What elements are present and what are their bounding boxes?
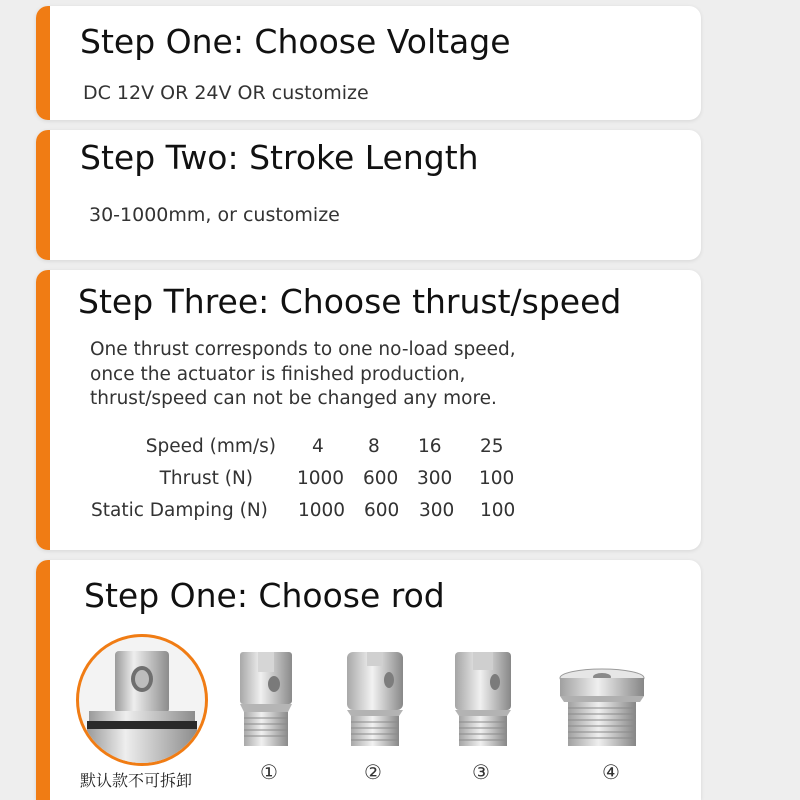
rod-end-slotted-icon — [451, 650, 515, 750]
rod-option-1[interactable] — [236, 648, 300, 754]
cell: 100 — [479, 468, 515, 489]
cell: 16 — [418, 436, 442, 457]
rod-option-4[interactable] — [556, 668, 648, 754]
rod-option-4-label: ④ — [602, 760, 620, 784]
step-card-rod — [36, 560, 701, 800]
thrust-note — [90, 338, 516, 412]
cell: 1000 — [298, 500, 346, 521]
voltage-options: DC 12V OR 24V OR customize — [83, 82, 369, 104]
rod-option-2[interactable] — [343, 650, 407, 754]
row-label: Speed (mm/s) — [145, 436, 276, 457]
row-label: Thrust (N) — [159, 468, 253, 489]
cell: 300 — [419, 500, 455, 521]
note-line: once the actuator is finished production, — [90, 363, 466, 385]
card-title: Step Two: Stroke Length — [80, 138, 479, 177]
stroke-range: 30-1000mm, or customize — [89, 204, 340, 226]
card-title: Step One: Choose Voltage — [80, 22, 511, 61]
rod-option-2-label: ② — [364, 760, 382, 784]
rod-option-1-label: ① — [260, 760, 278, 784]
cell: 100 — [480, 500, 516, 521]
cell: 600 — [363, 468, 399, 489]
rod-end-eye-icon — [343, 650, 407, 750]
rod-options — [36, 560, 701, 800]
cell: 25 — [480, 436, 504, 457]
default-rod-caption: 默认款不可拆卸 — [80, 771, 193, 790]
row-label: Static Damping (N) — [91, 500, 268, 521]
card-title: Step Three: Choose thrust/speed — [78, 282, 622, 321]
default-rod-image[interactable] — [76, 634, 208, 766]
cell: 300 — [417, 468, 453, 489]
cell: 8 — [368, 436, 380, 457]
card-title: Step One: Choose rod — [84, 576, 445, 615]
cell: 600 — [364, 500, 400, 521]
note-line: thrust/speed can not be changed any more. — [90, 388, 497, 409]
cell: 4 — [312, 436, 324, 457]
rod-end-plug-icon — [556, 668, 648, 750]
rod-option-3[interactable] — [451, 650, 515, 754]
step-card-stroke — [36, 130, 701, 260]
cell: 1000 — [297, 468, 345, 489]
rod-option-3-label: ③ — [472, 760, 490, 784]
rod-end-icon — [79, 637, 205, 763]
rod-end-clevis-icon — [236, 648, 300, 750]
note-line: One thrust corresponds to one no-load speed, — [90, 339, 516, 360]
step-card-voltage — [36, 6, 701, 120]
step-card-thrust-speed — [36, 270, 701, 550]
